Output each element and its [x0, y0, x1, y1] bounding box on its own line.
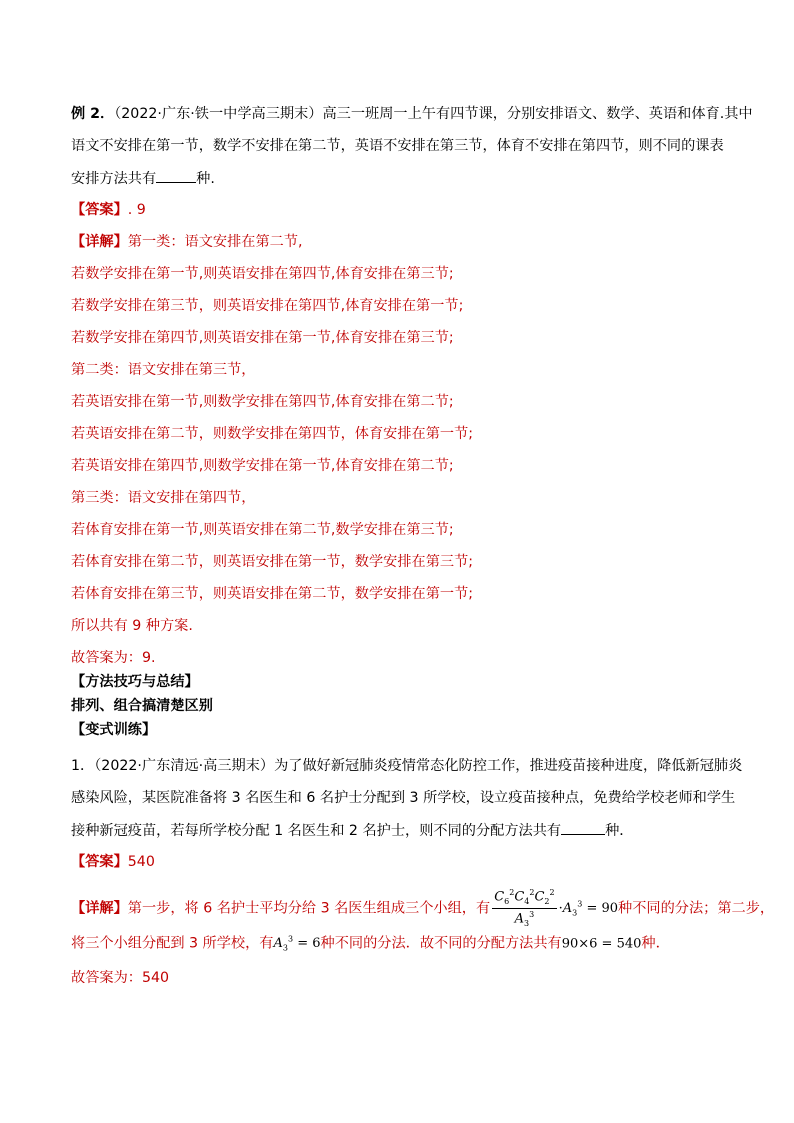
variant-detail-line-1: 【详解】第一步，将 6 名护士平均分给 3 名医生组成三个小组，有 $\frac{C_6^2C_4^2C_2^2}{A_3^3}$ $\cdot A_3^3 = 90$种不同的分法；第二步， — [71, 888, 775, 928]
solution-line: 若英语安排在第一节,则数学安排在第四节,体育安排在第二节; — [71, 394, 454, 410]
variant-question-line-3: 接种新冠疫苗，若每所学校分配 1 名医生和 2 名护士，则不同的分配方法共有 种． — [71, 820, 634, 841]
solution-line: 若体育安排在第二节，则英语安排在第一节，数学安排在第三节; — [71, 554, 474, 570]
example-label: 例 2． — [71, 106, 115, 122]
answer-blank — [561, 820, 605, 835]
variant-heading: 【变式训练】 — [71, 722, 157, 738]
answer-blank — [156, 168, 196, 183]
variant-answer: 【答案】540 — [71, 854, 155, 870]
solution-line: 第二类：语文安排在第三节， — [71, 362, 256, 378]
method-heading: 【方法技巧与总结】 — [71, 674, 199, 690]
solution-line: 第三类：语文安排在第四节， — [71, 490, 256, 506]
solution-line: 若体育安排在第三节，则英语安排在第二节，数学安排在第一节; — [71, 586, 474, 602]
solution-line: 若体育安排在第一节,则英语安排在第二节,数学安排在第三节; — [71, 522, 454, 538]
solution-line: 若英语安排在第四节,则数学安排在第一节,体育安排在第二节; — [71, 458, 454, 474]
variant-question-line-1: 1．（2022·广东清远·高三期末）为了做好新冠肺炎疫情常态化防控工作，推进疫苗接种进度，降低新冠肺炎 — [71, 758, 743, 774]
solution-line: 所以共有 9 种方案. — [71, 618, 193, 634]
variant-final-answer: 故答案为：540 — [71, 970, 170, 986]
variant-detail-line-2: 将三个小组分配到 3 所学校，有$A_3^3 = 6$种不同的分法．故不同的分配方法共有90×6 = 540种． — [71, 935, 670, 953]
example-question-line-1: 例 2．（2022·广东·铁一中学高三期末）高三一班周一上午有四节课，分别安排语文、数学、英语和体育.其中 — [71, 106, 753, 122]
combination-fraction: $\frac{C_6^2C_4^2C_2^2}{A_3^3}$ — [494, 888, 555, 928]
example-question-line-3: 安排方法共有 种. — [71, 168, 215, 189]
solution-line: 若数学安排在第四节,则英语安排在第一节,体育安排在第三节; — [71, 330, 454, 346]
solution-line: 故答案为：9. — [71, 650, 156, 666]
solution-line: 若英语安排在第二节，则数学安排在第四节，体育安排在第一节; — [71, 426, 474, 442]
method-summary: 排列、组合搞清楚区别 — [71, 698, 213, 714]
variant-question-line-2: 感染风险，某医院准备将 3 名医生和 6 名护士分配到 3 所学校，设立疫苗接种点，免费给学校老师和学生 — [71, 790, 736, 806]
example-detail-line: 【详解】第一类：语文安排在第二节, — [71, 234, 303, 250]
example-answer: 【答案】. 9 — [71, 202, 146, 218]
example-question-line-2: 语文不安排在第一节，数学不安排在第二节，英语不安排在第三节，体育不安排在第四节，则不同的课表 — [71, 138, 724, 154]
solution-line: 若数学安排在第一节,则英语安排在第四节,体育安排在第三节; — [71, 266, 454, 282]
solution-line: 若数学安排在第三节，则英语安排在第四节,体育安排在第一节; — [71, 298, 464, 314]
